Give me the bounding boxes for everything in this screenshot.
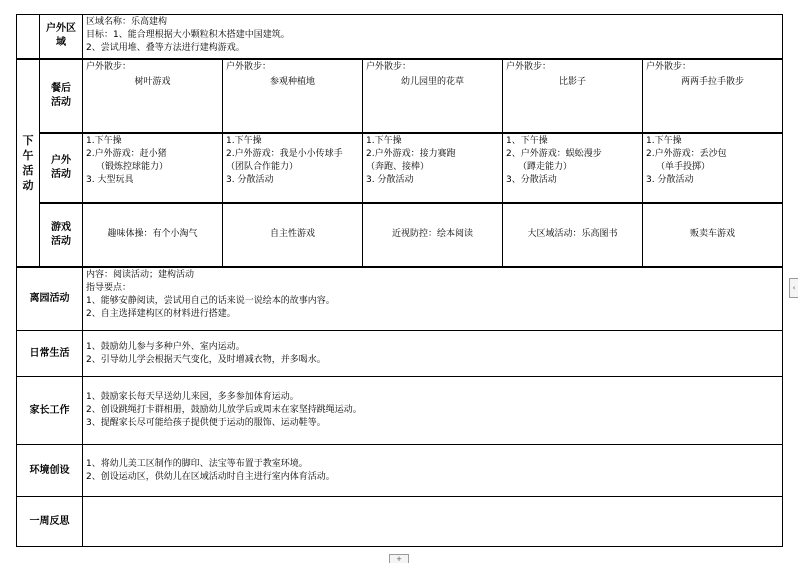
outdoor-day-2: 1.下午操 2.户外游戏：我是小小传球手 （团队合作能力） 3. 分散活动 [223,133,363,203]
outdoor-day-3: 1.下午操 2.户外游戏：接力赛跑 （奔跑、接棒） 3. 分散活动 [363,133,503,203]
environment-content [83,445,783,497]
zone-goal-1: 目标：1、能合理根据大小颗粒积木搭建中国建筑。 [86,30,290,40]
weekly-plan-table [16,14,783,547]
game-cell-1: 趣味体操：有个小淘气 [83,203,223,267]
environment-item-1: 1、将幼儿美工区制作的脚印、法宝等布置于教室环境。 [86,458,308,469]
walk-name: 参观种植地 [269,76,315,87]
game-cell-3: 近视防控：绘本阅读 [363,203,503,267]
walk-name: 两两手拉手散步 [681,76,745,87]
parents-item-1: 1、鼓励家长每天早送幼儿来园，多多参加体育运动。 [86,392,299,402]
game-cell-2: 自主性游戏 [223,203,363,267]
parents-item-3: 3、提醒家长尽可能给孩子提供便于运动的服饰、运动鞋等。 [86,418,326,428]
weekly-reflection-content[interactable] [83,497,783,547]
left-blank-cell [17,15,40,59]
weekly-plan-document [16,14,782,552]
parents-work-label: 家长工作 [17,377,83,445]
after-meal-label: 餐后活动 [40,59,83,133]
walk-cell-2: 户外散步： 参观种植地 [223,59,363,133]
leaving-activities-label: 离园活动 [17,267,83,331]
walk-name: 比影子 [558,76,586,87]
environment-label: 环境创设 [17,445,83,497]
leaving-guide-title: 指导要点： [86,282,132,293]
daily-life-item-2: 2、引导幼儿学会根据天气变化，及时增减衣物，并多喝水。 [86,354,326,365]
game-activities-label: 游戏活动 [40,203,83,267]
game-cell-5: 贩卖车游戏 [643,203,783,267]
area-name: 区域名称：乐高建构 [86,17,168,27]
walk-cell-4: 户外散步： 比影子 [503,59,643,133]
leaving-point-1: 1、能够安静阅读，尝试用自己的话来说一说绘本的故事内容。 [86,295,335,306]
outdoor-day-5: 1.下午操 2.户外游戏：丢沙包 （单手投掷） 3. 分散活动 [643,133,783,203]
environment-item-2: 2、创设运动区，供幼儿在区域活动时自主进行室内体育活动。 [86,471,335,482]
parents-work-content [83,377,783,445]
walk-name: 幼儿园里的花草 [400,76,464,87]
afternoon-activities-label: 下午活动 [17,59,40,267]
leaving-content-line: 内容：阅读活动；建构活动 [86,269,195,280]
parents-item-2: 2、创设跳绳打卡群相册，鼓励幼儿放学后或周末在家坚持跳绳运动。 [86,405,362,415]
weekly-reflection-label: 一周反思 [17,497,83,547]
outdoor-zone-content [83,15,783,59]
daily-life-item-1: 1、鼓励幼儿参与多种户外、室内运动。 [86,341,245,352]
walk-name: 树叶游戏 [134,76,171,87]
zone-goal-2: 2、尝试用堆、叠等方法进行建构游戏。 [86,43,245,53]
page-marker-bottom-icon[interactable]: + [389,554,409,563]
walk-cell-5: 户外散步： 两两手拉手散步 [643,59,783,133]
outdoor-zone-label: 户外区域 [40,15,83,59]
walk-cell-1: 户外散步： 树叶游戏 [83,59,223,133]
daily-life-content [83,331,783,377]
walk-cell-3: 户外散步： 幼儿园里的花草 [363,59,503,133]
page-marker-right-icon[interactable]: ‹ [789,278,798,298]
outdoor-day-1: 1.下午操 2.户外游戏：赶小猪 （锻炼控球能力） 3. 大型玩具 [83,133,223,203]
daily-life-label: 日常生活 [17,331,83,377]
leaving-content [83,267,783,331]
leaving-point-2: 2、自主选择建构区的材料进行搭建。 [86,308,236,319]
outdoor-activities-label: 户外活动 [40,133,83,203]
outdoor-day-4: 1、下午操 2、户外游戏：蜈蚣漫步 （蹲走能力） 3、分散活动 [503,133,643,203]
game-cell-4: 大区域活动：乐高图书 [503,203,643,267]
